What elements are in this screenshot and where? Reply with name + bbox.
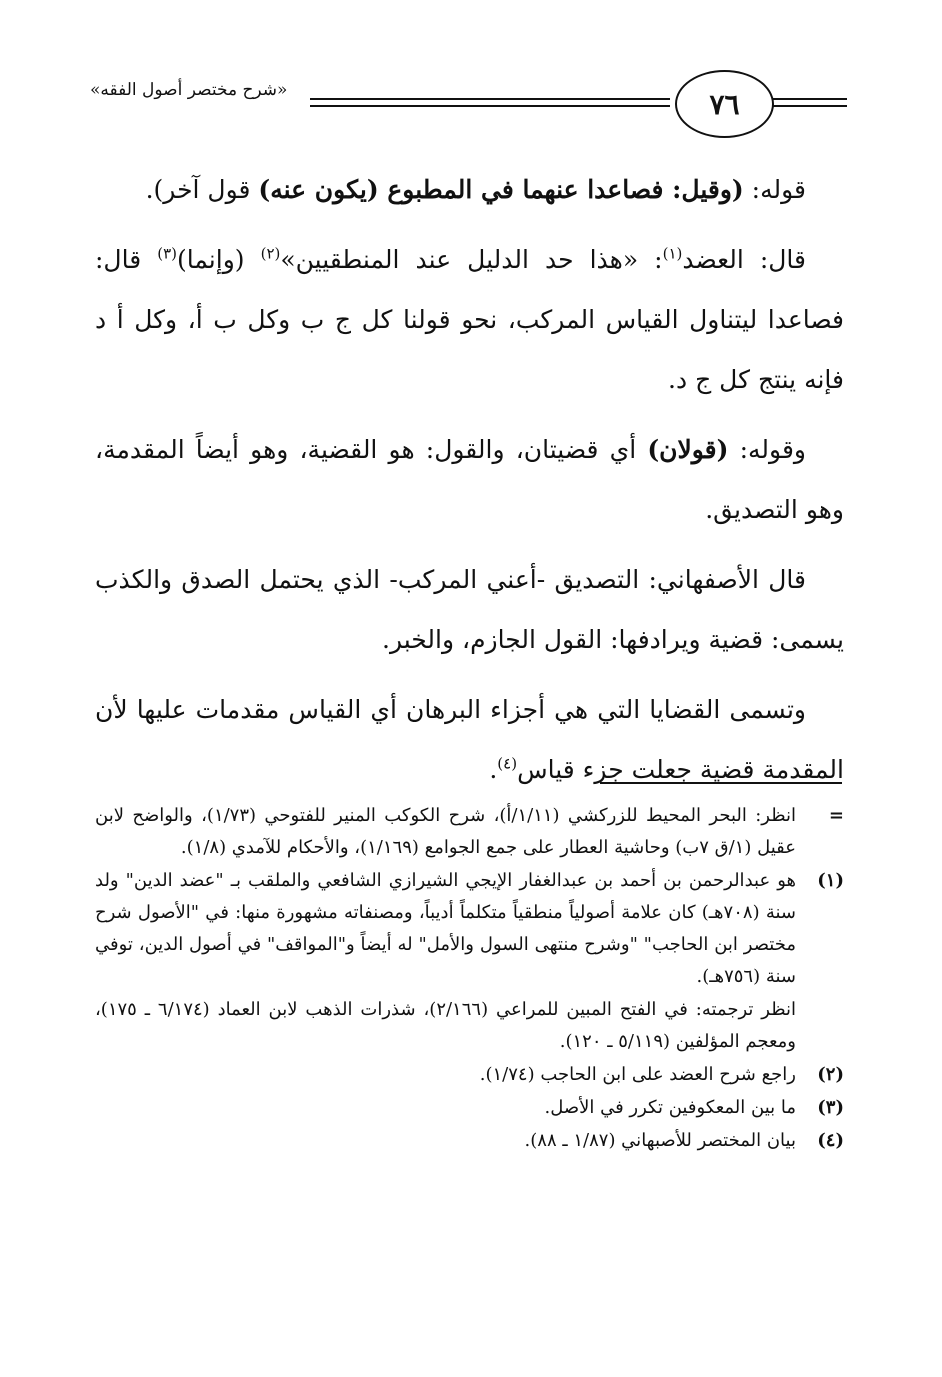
footnote-ref-3[interactable]: (٣) bbox=[157, 244, 177, 263]
footnote-number: (١) bbox=[817, 870, 844, 891]
text: قال: العضد bbox=[682, 245, 806, 274]
footnote-1-sources: انظر ترجمته: في الفتح المبين للمراعي (٢/١٦٦)، شذرات الذهب لابن العماد (٦/١٧٤ ـ ١٧٥)، ومعجم المؤلفين (٥/١١٩ ـ ١٢٠). bbox=[95, 999, 796, 1052]
footnote-separator bbox=[600, 782, 842, 784]
header-rule-right bbox=[770, 98, 847, 107]
footnote-ref-1[interactable]: (١) bbox=[662, 244, 683, 263]
text: قال الأصفهاني: التصديق -أعني المركب- الذي يحتمل الصدق والكذب يسمى: قضية ويرادفها: القول الجازم، والخبر. bbox=[95, 565, 844, 654]
footnote-continuation bbox=[95, 800, 844, 864]
paragraph-2 bbox=[95, 230, 844, 410]
footnote-ref-2[interactable]: (٢) bbox=[260, 244, 281, 263]
text: وتسمى القضايا التي هي أجزاء البرهان أي القياس مقدمات عليها لأن المقدمة قضية جعلت جزء قياس bbox=[95, 695, 844, 784]
text: قول آخر). bbox=[145, 175, 259, 204]
text: قال: فصاعدا ليتناول القياس المركب، نحو قولنا كل ج ب وكل ب أ، وكل أ د فإنه ينتج كل ج د. bbox=[95, 245, 844, 394]
text: : «هذا حد الدليل عند المنطقيين» bbox=[280, 245, 663, 274]
footnote-ref-4[interactable]: (٤) bbox=[497, 754, 518, 773]
continuation-marker: = bbox=[828, 805, 844, 826]
footnote-number: (٤) bbox=[817, 1130, 844, 1151]
footnote-text: ما بين المعكوفين تكرر في الأصل. bbox=[544, 1097, 796, 1118]
paragraph-1 bbox=[95, 160, 844, 220]
footnote-number: (٢) bbox=[817, 1064, 844, 1085]
footnote-text: بيان المختصر للأصبهاني (١/٨٧ ـ ٨٨). bbox=[524, 1130, 796, 1151]
page-number: ٧٦ bbox=[675, 70, 774, 138]
paragraph-3 bbox=[95, 420, 844, 540]
footnote-number: (٣) bbox=[817, 1097, 844, 1118]
paragraph-4 bbox=[95, 550, 844, 670]
footnote-4 bbox=[95, 1125, 844, 1157]
text: وقوله: bbox=[728, 435, 806, 464]
text: أي قضيتان، والقول: هو القضية، وهو أيضاً المقدمة، وهو التصديق. bbox=[95, 435, 844, 524]
bold-quote: (وقيل: فصاعدا عنهما في المطبوع (يكون عنه) bbox=[258, 175, 744, 204]
text: قوله: bbox=[743, 175, 806, 204]
main-text bbox=[95, 160, 844, 810]
footnote-text: راجع شرح العضد على ابن الحاجب (١/٧٤). bbox=[479, 1064, 796, 1085]
footnote-3 bbox=[95, 1092, 844, 1124]
footnotes bbox=[95, 800, 844, 1158]
footnote-text: انظر: البحر المحيط للزركشي (١/١١/أ)، شرح الكوكب المنير للفتوحي (١/٧٣)، والواضح لابن عقيل (١/ق ٧ب) وحاشية العطار على جمع الجوامع (١/١٦٩)، والأحكام للآمدي (١/٨). bbox=[95, 805, 797, 858]
footnote-text: هو عبدالرحمن بن أحمد بن عبدالغفار الإيجي الشيرازي الشافعي والملقب بـ "عضد الدين" ولد سنة (٧٠٨هـ) كان علامة أصولياً منطقياً متكلماً أديباً، ومصنفاته مشهورة منها: في "الأصول شرح مختصر ابن الحاجب" "وشرح منتهى السول والأمل" له أيضاً و"المواقف" في أصول الدين، توفي سنة (٧٥٦هـ). bbox=[95, 870, 796, 987]
header-rule-left bbox=[310, 98, 670, 107]
text: (وإنما) bbox=[176, 245, 261, 274]
page-header bbox=[90, 62, 847, 142]
text: . bbox=[489, 755, 498, 784]
footnote-2 bbox=[95, 1059, 844, 1091]
bold-quote: (قولان) bbox=[647, 435, 729, 464]
footnote-1 bbox=[95, 865, 844, 993]
running-title: «شرح مختصر أصول الفقه» bbox=[90, 80, 288, 100]
